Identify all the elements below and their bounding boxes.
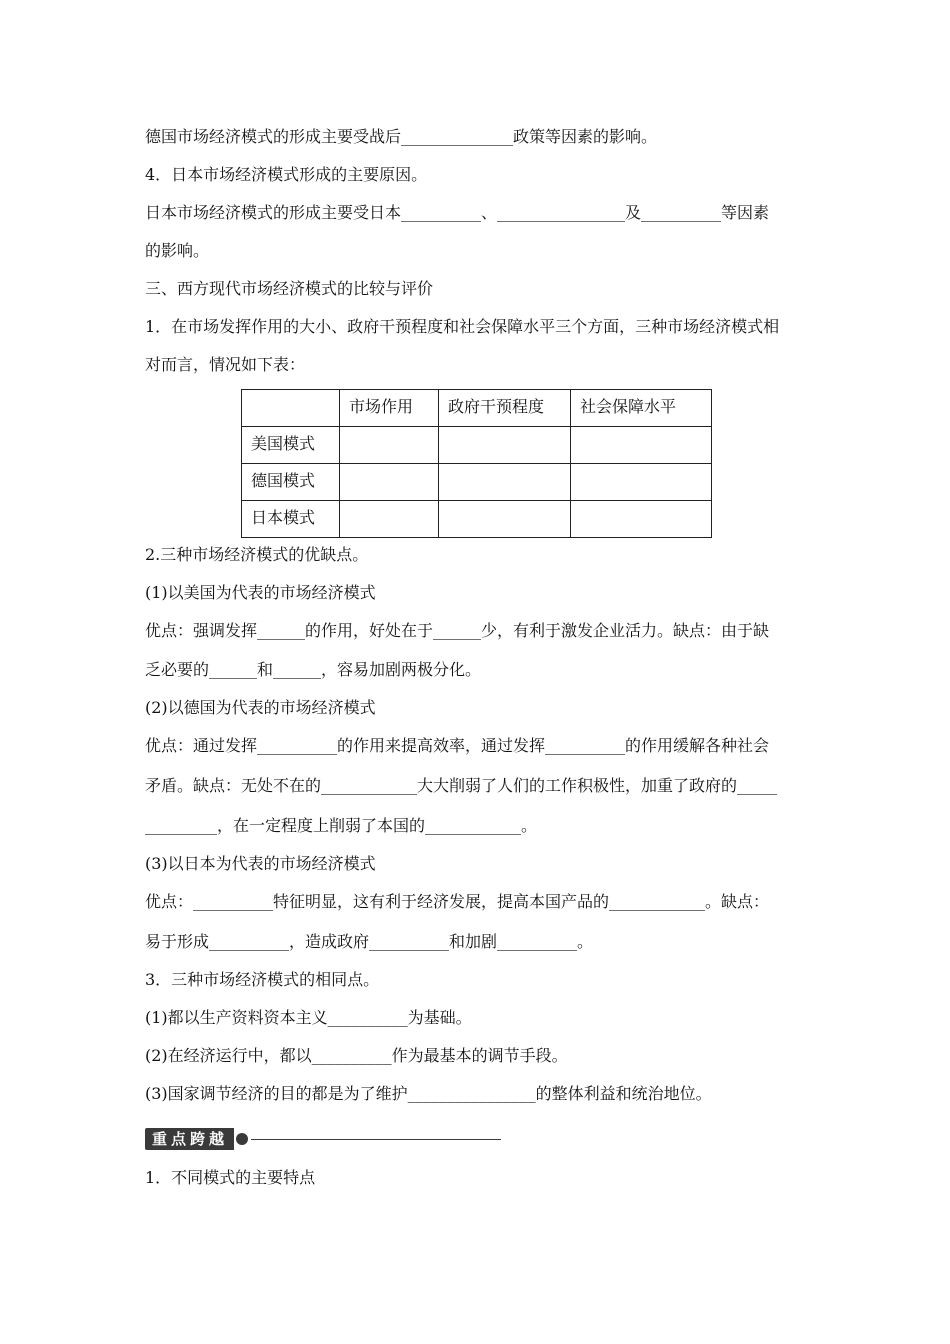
text-line: 3．三种市场经济模式的相同点。 xyxy=(145,970,380,989)
text-line: _________，在一定程度上削弱了本国的____________。 xyxy=(145,816,538,835)
table-row xyxy=(242,427,712,464)
text-line: 优点：__________特征明显，这有利于经济发展，提高本国产品的____________。缺点： xyxy=(145,892,770,911)
text-line: 德国市场经济模式的形成主要受战后______________政策等因素的影响。 xyxy=(145,127,658,146)
table-cell xyxy=(340,501,439,538)
text-line: 日本市场经济模式的形成主要受日本__________、________________及__________等因素 xyxy=(145,203,770,222)
text-line: 优点：通过发挥__________的作用来提高效率，通过发挥__________的作用缓解各种社会 xyxy=(145,736,770,755)
banner-divider xyxy=(251,1139,501,1140)
text-line: 2.三种市场经济模式的优缺点。 xyxy=(145,545,369,564)
table-cell xyxy=(340,427,439,464)
table-cell xyxy=(439,501,571,538)
table-row xyxy=(242,501,712,538)
text-line: (1)以美国为代表的市场经济模式 xyxy=(145,583,376,602)
text-line: (3)国家调节经济的目的都是为了维护________________的整体利益和统治地位。 xyxy=(145,1084,712,1103)
text-line: 1．在市场发挥作用的大小、政府干预程度和社会保障水平三个方面，三种市场经济模式相 xyxy=(145,317,780,336)
section-banner xyxy=(145,1128,501,1150)
text-line: 矛盾。缺点：无处不在的____________大大削弱了人们的工作积极性，加重了政府的_____ xyxy=(145,776,778,795)
table-header-cell: 政府干预程度 xyxy=(439,390,571,427)
table-cell xyxy=(571,501,712,538)
table-cell xyxy=(439,427,571,464)
banner-label: 重点跨越 xyxy=(145,1128,234,1150)
table-cell xyxy=(571,427,712,464)
text-line: 乏必要的______和______，容易加剧两极分化。 xyxy=(145,660,482,679)
text-line: (1)都以生产资料资本主义__________为基础。 xyxy=(145,1008,472,1027)
text-line: 易于形成__________，造成政府__________和加剧__________。 xyxy=(145,932,594,951)
table-header-cell: 社会保障水平 xyxy=(571,390,712,427)
comparison-table xyxy=(241,389,712,538)
text-line: 对而言，情况如下表： xyxy=(145,355,306,374)
section-heading: 三、西方现代市场经济模式的比较与评价 xyxy=(145,279,434,298)
table-cell xyxy=(571,464,712,501)
text-line: 的影响。 xyxy=(145,241,210,260)
table-row xyxy=(242,464,712,501)
table-row-label: 德国模式 xyxy=(242,464,340,501)
bullet-dot-icon xyxy=(236,1133,248,1145)
table-header-row xyxy=(242,390,712,427)
text-line: (3)以日本为代表的市场经济模式 xyxy=(145,854,376,873)
text-line: 优点：强调发挥______的作用，好处在于______少，有利于激发企业活力。缺点：由于缺 xyxy=(145,621,770,640)
table-cell xyxy=(340,464,439,501)
table-header-cell: 市场作用 xyxy=(340,390,439,427)
text-line: 4．日本市场经济模式形成的主要原因。 xyxy=(145,165,428,184)
text-line: 1．不同模式的主要特点 xyxy=(145,1168,316,1187)
table-header-cell xyxy=(242,390,340,427)
text-line: (2)在经济运行中，都以__________作为最基本的调节手段。 xyxy=(145,1046,568,1065)
text-line: (2)以德国为代表的市场经济模式 xyxy=(145,698,376,717)
table-row-label: 日本模式 xyxy=(242,501,340,538)
table-cell xyxy=(439,464,571,501)
table-row-label: 美国模式 xyxy=(242,427,340,464)
